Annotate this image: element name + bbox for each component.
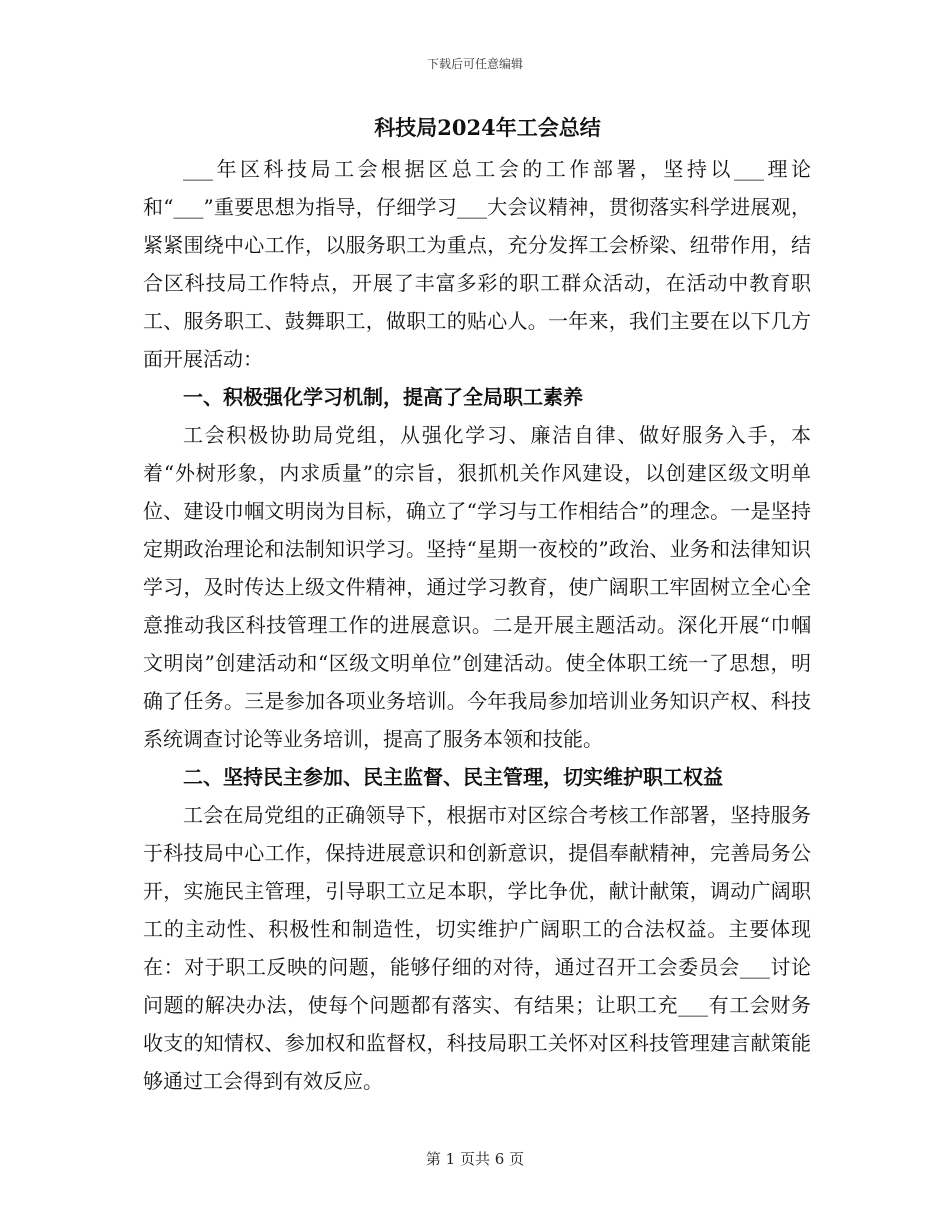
section-heading-2: 二、坚持民主参加、民主监督、民主管理，切实维护职工权益 bbox=[183, 765, 723, 789]
section-body-2: 工会在局党组的正确领导下，根据市对区综合考核工作部署，坚持服务于科技局中心工作，保持进展意识和创新意识，提倡奉献精神，完善局务公开，实施民主管理，引导职工立足本职，学比争优，献计献策，调动广阔职工的主动性、积极性和制造性，切实维护广阔职工的合法权益。主要体现在：对于职工反映的问题，能够仔细的对待，通过召开工会委员会___讨论问题的解决办法，使每个问题都有落实、有结果；让职工充___有工会财务收支的知情权、参加权和监督权，科技局职工关怀对区科技管理建言献策能够通过工会得到有效反应。 bbox=[143, 803, 811, 1093]
section-heading-1: 一、积极强化学习机制，提高了全局职工素养 bbox=[183, 385, 583, 409]
intro-paragraph: ___年区科技局工会根据区总工会的工作部署，坚持以___理论和“___”重要思想为指导，仔细学习___大会议精神，贯彻落实科学进展观，紧紧围绕中心工作，以服务职工为重点，充分发挥工会桥梁、纽带作用，结合区科技局工作特点，开展了丰富多彩的职工群众活动，在活动中教育职工、服务职工、鼓舞职工，做职工的贴心人。一年来，我们主要在以下几方面开展活动： bbox=[143, 157, 811, 371]
document-body bbox=[143, 150, 811, 1100]
page-footer: 第 1 页共 6 页 bbox=[425, 1150, 525, 1168]
section-body-1: 工会积极协助局党组，从强化学习、廉洁自律、做好服务入手，本着“外树形象，内求质量”的宗旨，狠抓机关作风建设，以创建区级文明单位、建设巾帼文明岗为目标，确立了“学习与工作相结合”的理念。一是坚持定期政治理论和法制知识学习。坚持“星期一夜校的”政治、业务和法律知识学习，及时传达上级文件精神，通过学习教育，使广阔职工牢固树立全心全意推动我区科技管理工作的进展意识。二是开展主题活动。深化开展“巾帼文明岗”创建活动和“区级文明单位”创建活动。使全体职工统一了思想，明确了任务。三是参加各项业务培训。今年我局参加培训业务知识产权、科技系统调查讨论等业务培训，提高了服务本领和技能。 bbox=[143, 423, 811, 751]
page-title: 科技局2024年工会总结 bbox=[374, 115, 601, 140]
header-note: 下载后可任意编辑 bbox=[426, 57, 523, 71]
